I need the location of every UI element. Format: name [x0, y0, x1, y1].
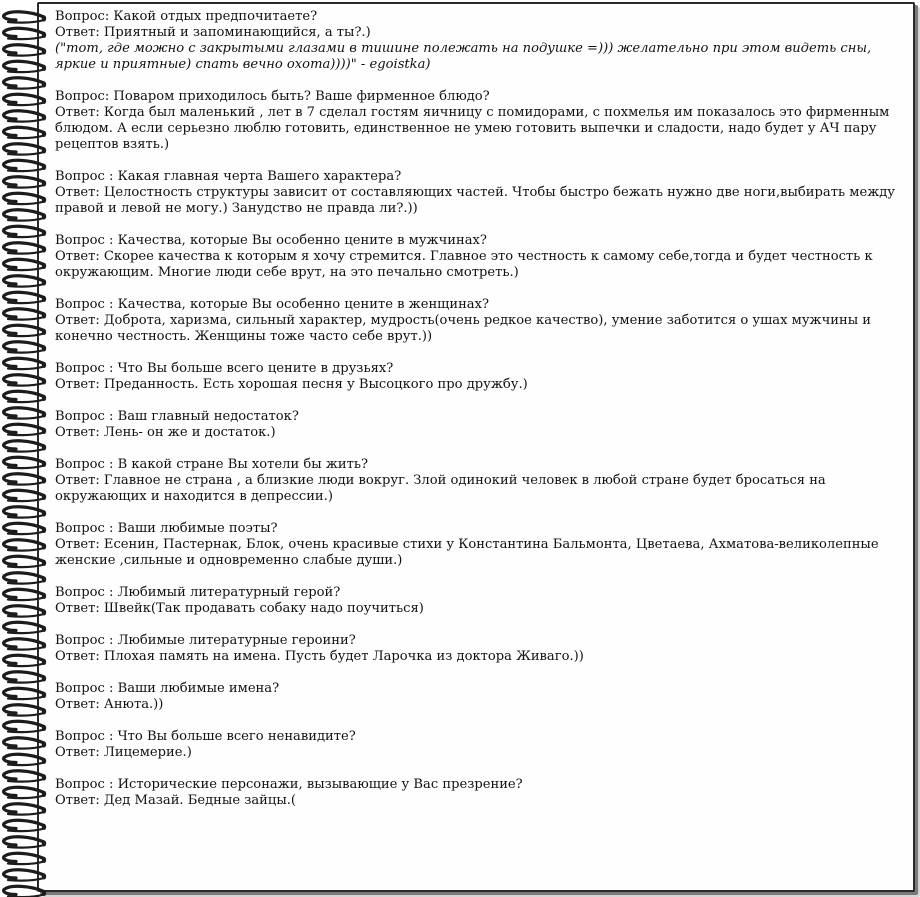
answer-text: Ответ: Анюта.)): [55, 697, 164, 712]
question-text: Вопрос : Качества, которые Вы особенно цените в мужчинах?: [55, 233, 487, 248]
answer-text: Ответ: Доброта, харизма, сильный характер, мудрость(очень редкое качество), умение заботится о ушах мужчины и конечно честность. Женщины тоже часто себе врут.)): [55, 313, 872, 344]
answer-text: Ответ: Главное не страна , а близкие люди вокруг. Злой одинокий человек в любой стране будет бросаться на окружающих и находится в депрессии.): [55, 473, 826, 504]
qa-item: [55, 361, 900, 393]
answer-text: Ответ: Дед Мазай. Бедные зайцы.(: [55, 793, 297, 808]
answer-text: Ответ: Лицемерие.): [55, 745, 192, 760]
question-text: Вопрос : Исторические персонажи, вызывающие у Вас презрение?: [55, 777, 523, 792]
qa-item: [55, 89, 900, 153]
question-text: Вопрос : Качества, которые Вы особенно цените в женщинах?: [55, 297, 490, 312]
questionnaire: [55, 9, 900, 825]
question-text: Вопрос : Что Вы больше всего ненавидите?: [55, 729, 356, 744]
answer-text: Ответ: Скорее качества к которым я хочу стремится. Главное это честность к самому себе,тогда и будет честность к окружающим. Многие люди себе врут, на это печально смотреть.): [55, 249, 873, 280]
qa-item: [55, 521, 900, 569]
qa-item: [55, 633, 900, 665]
question-text: Вопрос : Что Вы больше всего цените в друзьях?: [55, 361, 394, 376]
question-text: Вопрос : Любимый литературный герой?: [55, 585, 341, 600]
question-text: Вопрос : Какая главная черта Вашего характера?: [55, 169, 402, 184]
question-text: Вопрос : Ваши любимые имена?: [55, 681, 280, 696]
question-text: Вопрос : Ваш главный недостаток?: [55, 409, 299, 424]
spiral-binding-icon: [0, 0, 60, 897]
qa-item: [55, 233, 900, 281]
question-text: Вопрос: Поваром приходилось быть? Ваше фирменное блюдо?: [55, 89, 490, 104]
qa-item: [55, 681, 900, 713]
qa-item: [55, 457, 900, 505]
answer-text: Ответ: Есенин, Пастернак, Блок, очень красивые стихи у Константина Бальмонта, Цветаева, Ахматова-великолепные женские ,сильные и одновременно слабые души.): [55, 537, 879, 568]
qa-item: [55, 585, 900, 617]
qa-item: [55, 729, 900, 761]
qa-item: [55, 9, 900, 73]
question-text: Вопрос: Какой отдых предпочитаете?: [55, 9, 318, 24]
quote-text: ("тот, где можно с закрытыми глазами в тишине полежать на подушке =))) желательно при этом видеть сны, яркие и приятные) спать вечно охота))))" - egoistka): [55, 41, 872, 72]
question-text: Вопрос : Ваши любимые поэты?: [55, 521, 278, 536]
question-text: Вопрос : В какой стране Вы хотели бы жить?: [55, 457, 369, 472]
qa-item: [55, 297, 900, 345]
answer-text: Ответ: Приятный и запоминающийся, а ты?.): [55, 25, 371, 40]
qa-item: [55, 409, 900, 441]
answer-text: Ответ: Целостность структуры зависит от составляющих частей. Чтобы быстро бежать нужно две ноги,выбирать между правой и левой не могу.) Занудство не правда ли?.)): [55, 185, 896, 216]
answer-text: Ответ: Лень- он же и достаток.): [55, 425, 276, 440]
qa-item: [55, 777, 900, 809]
answer-text: Ответ: Преданность. Есть хорошая песня у Высоцкого про дружбу.): [55, 377, 528, 392]
answer-text: Ответ: Плохая память на имена. Пусть будет Ларочка из доктора Живаго.)): [55, 649, 584, 664]
qa-item: [55, 169, 900, 217]
question-text: Вопрос : Любимые литературные героини?: [55, 633, 356, 648]
answer-text: Ответ: Швейк(Так продавать собаку надо поучиться): [55, 601, 424, 616]
answer-text: Ответ: Когда был маленький , лет в 7 сделал гостям яичницу с помидорами, с похмелья им показалось это фирменным блюдом. А если серьезно люблю готовить, единственное не умею готовить выпечки и сладости, надо будет у АЧ пару рецептов взять.): [55, 105, 890, 152]
